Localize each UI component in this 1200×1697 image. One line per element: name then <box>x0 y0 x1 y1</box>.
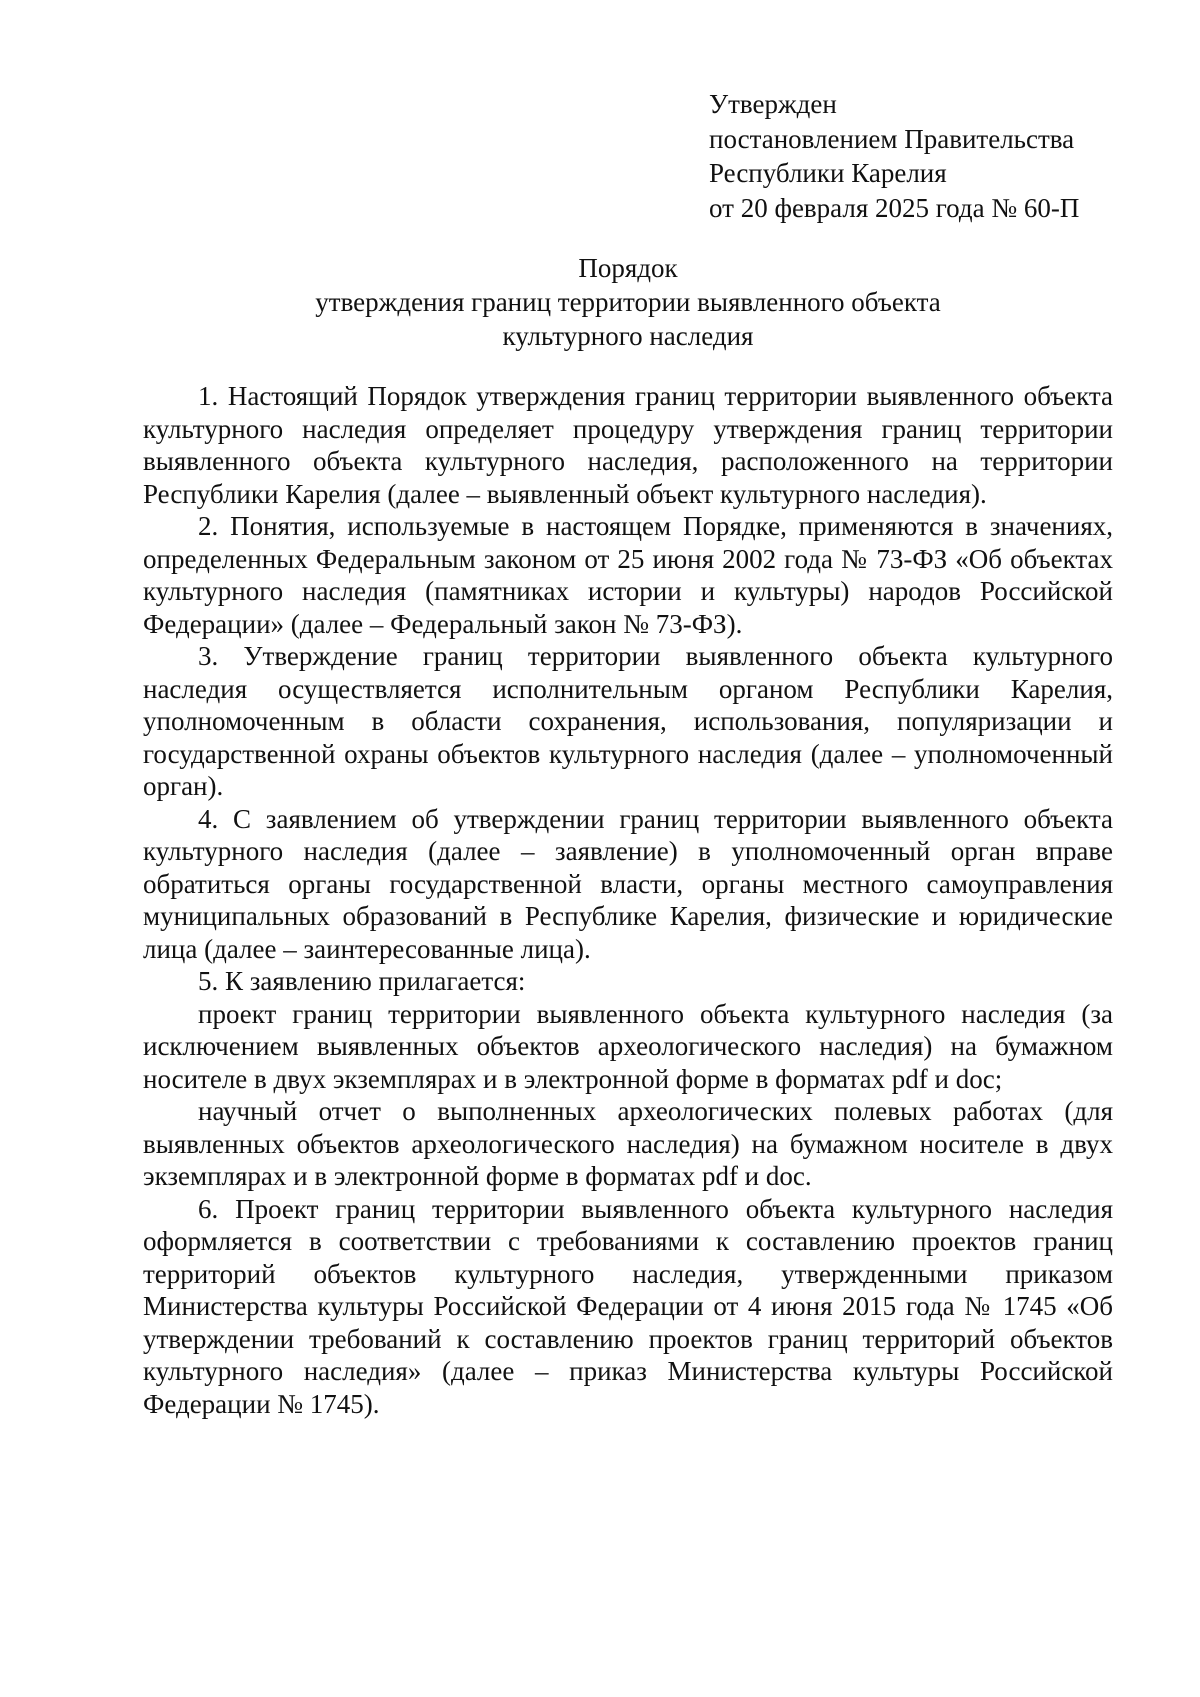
approval-stamp <box>709 87 1079 225</box>
document-body <box>143 380 1113 1420</box>
paragraph-1: 1. Настоящий Порядок утверждения границ территории выявленного объекта культурного наследия определяет процедуру утверждения границ территории выявленного объекта культурного наследия, расположенного на территории Республики Карелия (далее – выявленный объект культурного наследия). <box>143 381 1113 509</box>
paragraph-5: 5. К заявлению прилагается: <box>198 966 526 996</box>
paragraph-2: 2. Понятия, используемые в настоящем Порядке, применяются в значениях, определенных Федеральным законом от 25 июня 2002 года № 73-ФЗ «Об объектах культурного наследия (памятниках истории и культуры) народов Российской Федерации» (далее – Федеральный закон № 73-ФЗ). <box>143 511 1113 639</box>
paragraph-5-item-1: проект границ территории выявленного объекта культурного наследия (за исключением выявленных объектов археологического наследия) на бумажном носителе в двух экземплярах и в электронной форме в форматах pdf и doc; <box>143 998 1113 1094</box>
title-line: культурного наследия <box>502 321 754 351</box>
approval-line: от 20 февраля 2025 года № 60-П <box>709 192 1080 223</box>
approval-line: Республики Карелия <box>709 158 947 188</box>
document-title <box>143 251 1113 353</box>
title-line: Порядок <box>578 253 678 283</box>
approval-line: Утвержден <box>709 89 837 119</box>
paragraph-4: 4. С заявлением об утверждении границ территории выявленного объекта культурного наследия (далее – заявление) в уполномоченный орган вправе обратиться органы государственной власти, органы местного самоуправления муниципальных образований в Республике Карелия, физические и юридические лица (далее – заинтересованные лица). <box>143 803 1113 964</box>
approval-line: постановлением Правительства <box>709 123 1075 154</box>
title-line: утверждения границ территории выявленного объекта <box>315 287 941 317</box>
paragraph-5-item-2: научный отчет о выполненных археологических полевых работах (для выявленных объектов археологического наследия) на бумажном носителе в двух экземплярах и в электронной форме в форматах pdf и doc. <box>143 1096 1113 1191</box>
paragraph-3: 3. Утверждение границ территории выявленного объекта культурного наследия осуществляется исполнительным органом Республики Карелия, уполномоченным в области сохранения, использования, популяризации и государственной охраны объектов культурного наследия (далее – уполномоченный орган). <box>143 641 1113 801</box>
paragraph-6: 6. Проект границ территории выявленного объекта культурного наследия оформляется в соответствии с требованиями к составлению проектов границ территорий объектов культурного наследия, утвержденными приказом Министерства культуры Российской Федерации от 4 июня 2015 года № 1745 «Об утверждении требований к составлению проектов границ территорий объектов культурного наследия» (далее – приказ Министерства культуры Российской Федерации № 1745). <box>143 1193 1113 1419</box>
